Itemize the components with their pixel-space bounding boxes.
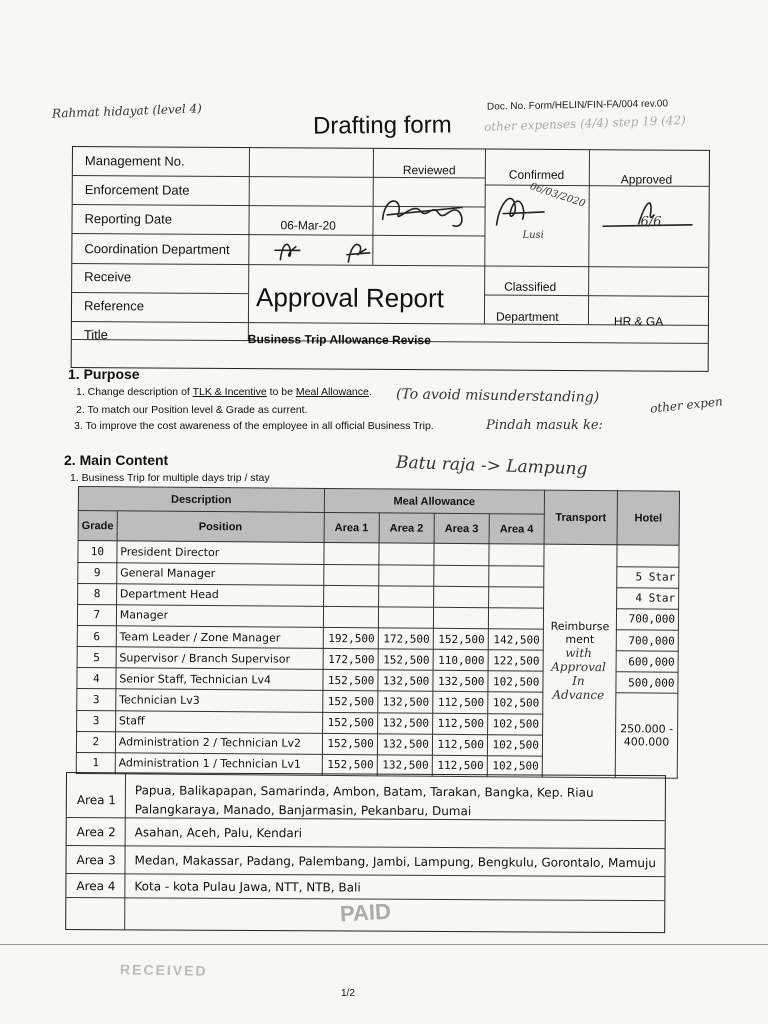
hotel-cell: 5 Star bbox=[617, 566, 679, 588]
paid-stamp: PAID bbox=[339, 898, 392, 927]
area3-cell: 132,500 bbox=[433, 671, 488, 693]
page-number: 1/2 bbox=[341, 988, 355, 999]
area1-line2: Palangkaraya, Manado, Banjarmasin, Pekanbaru, Dumai bbox=[134, 802, 472, 819]
reviewed-signature bbox=[372, 185, 484, 236]
area2-cell: 152,500 bbox=[378, 649, 433, 671]
drafting-form-table bbox=[71, 146, 710, 372]
position-cell: Department Head bbox=[116, 583, 323, 606]
title-value: Business Trip Allowance Revise bbox=[247, 332, 431, 348]
area1-cell bbox=[324, 543, 379, 565]
position-cell: Senior Staff, Technician Lv4 bbox=[116, 668, 323, 691]
handwritten-name-note: Rahmat hidayat (level 4) bbox=[51, 101, 203, 121]
enforcement-date-label: Enforcement Date bbox=[84, 182, 190, 198]
area4-text: Kota - kota Pulau Jawa, NTT, NTB, Bali bbox=[134, 879, 361, 895]
confirmed-label: Confirmed bbox=[508, 167, 565, 183]
transport-cell bbox=[542, 545, 617, 778]
area2-text: Asahan, Aceh, Palu, Kendari bbox=[134, 825, 303, 841]
position-cell: General Manager bbox=[117, 562, 324, 585]
area4-cell: 102,500 bbox=[487, 756, 542, 778]
area3-cell bbox=[433, 607, 488, 629]
area4-header: Area 4 bbox=[489, 514, 544, 545]
area4-cell bbox=[488, 608, 543, 630]
area3-text: Medan, Makassar, Padang, Palembang, Jambi, Lampung, Bengkulu, Gorontalo, Mamuju bbox=[134, 853, 657, 871]
form-title: Drafting form bbox=[312, 111, 452, 140]
grade-cell: 6 bbox=[77, 625, 116, 646]
area4-label: Area 4 bbox=[76, 879, 116, 894]
purpose-item-1: 1. Change description of TLK & Incentive to be Meal Allowance. bbox=[76, 386, 372, 398]
reference-label: Reference bbox=[83, 298, 145, 314]
approval-report-heading: Approval Report bbox=[255, 282, 445, 314]
area3-cell: 112,500 bbox=[432, 734, 487, 756]
title-label: Title bbox=[83, 327, 108, 343]
area3-cell bbox=[433, 586, 488, 608]
classified-label: Classified bbox=[504, 279, 557, 294]
department-value: HR & GA bbox=[613, 314, 664, 329]
area2-cell: 172,500 bbox=[378, 628, 433, 650]
confirmed-date-hw: 06/03/2020 bbox=[528, 181, 587, 210]
position-cell: Technician Lv3 bbox=[116, 689, 323, 712]
transport-text-1: Reimburse bbox=[550, 619, 610, 634]
hotel-cell: 700,000 bbox=[616, 630, 678, 652]
confirmed-name-hw: Lusi bbox=[522, 229, 544, 241]
faint-handwritten-note: other expenses (4/4) step 19 (42) bbox=[483, 113, 687, 135]
grade-cell: 8 bbox=[78, 583, 117, 604]
area4-cell: 102,500 bbox=[488, 692, 543, 714]
approved-label: Approved bbox=[620, 172, 673, 187]
hotel-cell bbox=[617, 545, 679, 567]
position-cell: Staff bbox=[115, 710, 322, 733]
area1-cell bbox=[324, 564, 379, 586]
area1-cell: 152,500 bbox=[323, 691, 378, 713]
hotel-cell: 700,000 bbox=[617, 609, 679, 631]
area1-header: Area 1 bbox=[324, 513, 379, 544]
area4-cell: 102,500 bbox=[488, 671, 543, 693]
grade-cell: 3 bbox=[77, 689, 116, 710]
area1-line1: Papua, Balikapapan, Samarinda, Ambon, Batam, Tarakan, Bangka, Kep. Riau bbox=[134, 783, 594, 800]
area2-cell bbox=[379, 543, 434, 565]
reporting-date-value: 06-Mar-20 bbox=[280, 218, 336, 233]
area2-cell: 132,500 bbox=[378, 670, 433, 692]
area3-header: Area 3 bbox=[434, 513, 489, 544]
hotel-range-2: 400.000 bbox=[623, 735, 670, 749]
approved-date-hw: 6/6 bbox=[640, 214, 662, 230]
area3-cell: 152,500 bbox=[433, 628, 488, 650]
reviewed-label: Reviewed bbox=[402, 163, 456, 178]
area2-cell: 132,500 bbox=[377, 712, 432, 734]
grade-cell: 1 bbox=[76, 752, 115, 774]
position-cell: Administration 2 / Technician Lv2 bbox=[115, 731, 322, 754]
area2-header: Area 2 bbox=[379, 513, 434, 544]
area2-cell: 132,500 bbox=[377, 755, 432, 777]
area2-cell bbox=[378, 586, 433, 608]
area3-cell bbox=[434, 544, 489, 566]
transport-handwritten: with Approval In Advance bbox=[551, 646, 606, 703]
grade-cell: 4 bbox=[77, 668, 116, 689]
hotel-header: Hotel bbox=[617, 491, 679, 546]
hotel-cell: 4 Star bbox=[617, 587, 679, 609]
receive-label: Receive bbox=[84, 269, 132, 285]
area3-cell: 112,500 bbox=[432, 755, 487, 777]
grade-cell: 3 bbox=[77, 710, 116, 731]
position-cell: Team Leader / Zone Manager bbox=[116, 626, 323, 649]
grade-cell: 2 bbox=[76, 731, 115, 752]
area4-cell: 122,500 bbox=[488, 650, 543, 672]
position-cell: Supervisor / Branch Supervisor bbox=[116, 647, 323, 670]
area1-cell: 152,500 bbox=[322, 712, 377, 734]
position-cell: Manager bbox=[116, 605, 323, 628]
area2-label: Area 2 bbox=[76, 825, 116, 840]
hotel-range-cell bbox=[615, 693, 678, 778]
grade-header: Grade bbox=[78, 511, 117, 542]
purpose-item-3-note: Pindah masuk ke: bbox=[486, 418, 603, 433]
transport-text-2: ment bbox=[565, 633, 595, 647]
area1-cell bbox=[323, 585, 378, 607]
description-header: Description bbox=[78, 487, 324, 513]
coordination-department-label: Coordination Department bbox=[84, 241, 230, 257]
grade-cell: 10 bbox=[78, 541, 117, 562]
purpose-handwritten-note: (To avoid misunderstanding) bbox=[395, 386, 600, 406]
grade-cell: 5 bbox=[77, 647, 116, 668]
purpose-heading: 1. Purpose bbox=[68, 366, 140, 382]
main-content-heading: 2. Main Content bbox=[64, 452, 169, 468]
area3-cell: 112,500 bbox=[432, 713, 487, 735]
area1-cell bbox=[323, 606, 378, 628]
reporting-date-label: Reporting Date bbox=[84, 211, 173, 227]
hotel-range-1: 250.000 - bbox=[620, 722, 674, 736]
area1-cell: 152,500 bbox=[322, 754, 377, 776]
page-divider bbox=[0, 944, 768, 945]
area1-cell: 152,500 bbox=[322, 733, 377, 755]
area1-cell: 192,500 bbox=[323, 627, 378, 649]
area1-cell: 172,500 bbox=[323, 649, 378, 671]
area3-label: Area 3 bbox=[76, 853, 116, 868]
area1-cell: 152,500 bbox=[323, 670, 378, 692]
area2-cell: 132,500 bbox=[378, 691, 433, 713]
meal-allowance-table bbox=[76, 486, 680, 779]
area4-cell bbox=[488, 586, 543, 608]
main-content-subheading: 1. Business Trip for multiple days trip / stay bbox=[70, 472, 270, 484]
meal-allowance-header: Meal Allowance bbox=[324, 488, 544, 514]
area2-cell bbox=[378, 607, 433, 629]
route-handwritten-note: Batu raja -> Lampung bbox=[395, 452, 588, 480]
hotel-cell: 500,000 bbox=[616, 672, 678, 694]
grade-cell: 9 bbox=[78, 562, 117, 583]
position-cell: Administration 1 / Technician Lv1 bbox=[115, 753, 322, 776]
department-label: Department bbox=[495, 309, 559, 324]
purpose-item-3: 3. To improve the cost awareness of the employee in all official Business Trip. bbox=[74, 420, 434, 432]
area1-label: Area 1 bbox=[76, 793, 116, 808]
received-stamp: RECEIVED bbox=[119, 961, 208, 979]
area3-cell: 110,000 bbox=[433, 649, 488, 671]
area2-cell: 132,500 bbox=[377, 733, 432, 755]
area3-cell: 112,500 bbox=[433, 692, 488, 714]
area4-cell bbox=[489, 544, 544, 566]
position-cell: President Director bbox=[117, 541, 324, 564]
purpose-item-2: 2. To match our Position level & Grade as current. bbox=[76, 404, 308, 416]
area4-cell: 102,500 bbox=[487, 734, 542, 756]
grade-cell: 7 bbox=[77, 604, 116, 625]
document-number: Doc. No. Form/HELIN/FIN-FA/004 rev.00 bbox=[486, 98, 669, 113]
area4-cell: 142,500 bbox=[488, 629, 543, 651]
coordination-signatures bbox=[252, 236, 382, 265]
transport-header: Transport bbox=[544, 490, 618, 545]
hotel-cell: 600,000 bbox=[616, 651, 678, 673]
area4-cell: 102,500 bbox=[487, 713, 542, 735]
area2-cell bbox=[379, 564, 434, 586]
area3-cell bbox=[434, 565, 489, 587]
position-header: Position bbox=[117, 511, 324, 543]
side-note: other expen bbox=[649, 394, 724, 416]
area4-cell bbox=[489, 565, 544, 587]
management-no-label: Management No. bbox=[84, 153, 185, 169]
